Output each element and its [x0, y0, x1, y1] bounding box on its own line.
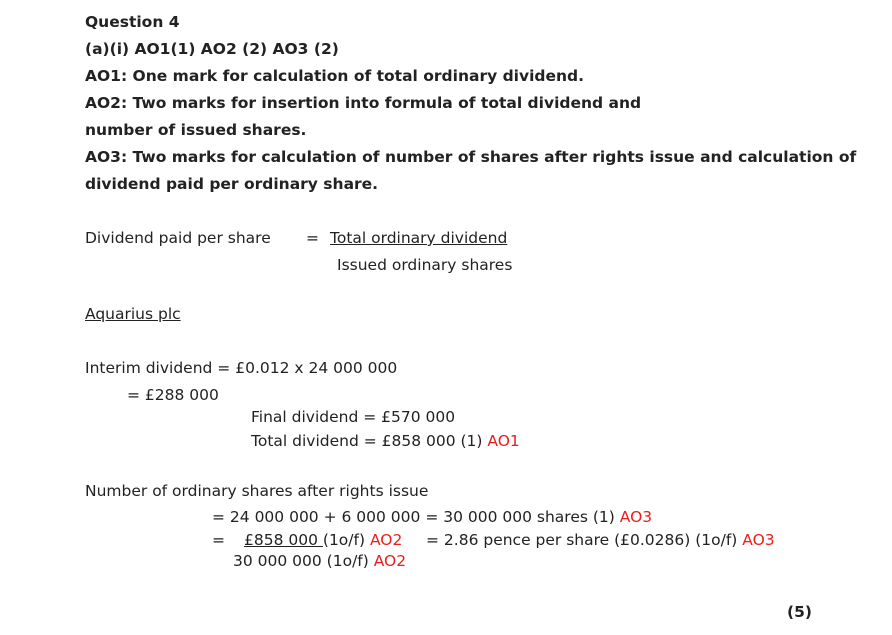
- formula-equals: =: [306, 229, 319, 247]
- formula-label: Dividend paid per share: [85, 229, 271, 247]
- ao-tag: AO3: [742, 531, 775, 549]
- total-dividend-text: Total dividend = £858 000 (1): [251, 432, 488, 450]
- fraction-equals: =: [212, 531, 225, 549]
- mark-allocation: (a)(i) AO1(1) AO2 (2) AO3 (2): [85, 40, 339, 58]
- result-text: = 2.86 pence per share (£0.0286) (1o/f): [426, 531, 743, 549]
- ao-tag: AO2: [369, 531, 403, 549]
- company-heading: Aquarius plc: [85, 305, 181, 323]
- total-dividend: [251, 431, 520, 451]
- ao2-description-line1: AO2: Two marks for insertion into formula of total dividend and: [85, 94, 642, 112]
- denominator-value: 30 000 000 (1o/f): [233, 552, 374, 570]
- interim-dividend-result: = £288 000: [127, 386, 219, 404]
- ao-tag: AO2: [373, 552, 407, 570]
- ao2-description-line2: number of issued shares.: [85, 121, 307, 139]
- final-dividend: Final dividend = £570 000: [251, 408, 456, 426]
- numerator-value: £858 000: [244, 531, 323, 549]
- question-title: Question 4: [85, 13, 180, 31]
- formula-denominator: Issued ordinary shares: [337, 256, 513, 274]
- numerator-mark: (1o/f): [322, 531, 370, 549]
- ao1-description: AO1: One mark for calculation of total ordinary dividend.: [85, 67, 585, 85]
- shares-heading: Number of ordinary shares after rights issue: [85, 482, 429, 500]
- ao-tag: AO1: [487, 432, 520, 450]
- ao-tag: AO3: [619, 508, 653, 526]
- shares-calc: [212, 507, 652, 527]
- ao3-description-line2: dividend paid per ordinary share.: [85, 175, 379, 193]
- dividend-per-share-result: [426, 530, 775, 550]
- fraction-denominator: [233, 551, 406, 571]
- shares-calc-text: = 24 000 000 + 6 000 000 = 30 000 000 shares (1): [212, 508, 620, 526]
- ao3-description-line1: AO3: Two marks for calculation of number of shares after rights issue and calculation of: [85, 148, 857, 166]
- interim-dividend-calc: Interim dividend = £0.012 x 24 000 000: [85, 359, 398, 377]
- fraction-numerator: [244, 530, 402, 550]
- formula-numerator: Total ordinary dividend: [330, 229, 508, 247]
- total-marks: (5): [787, 603, 812, 621]
